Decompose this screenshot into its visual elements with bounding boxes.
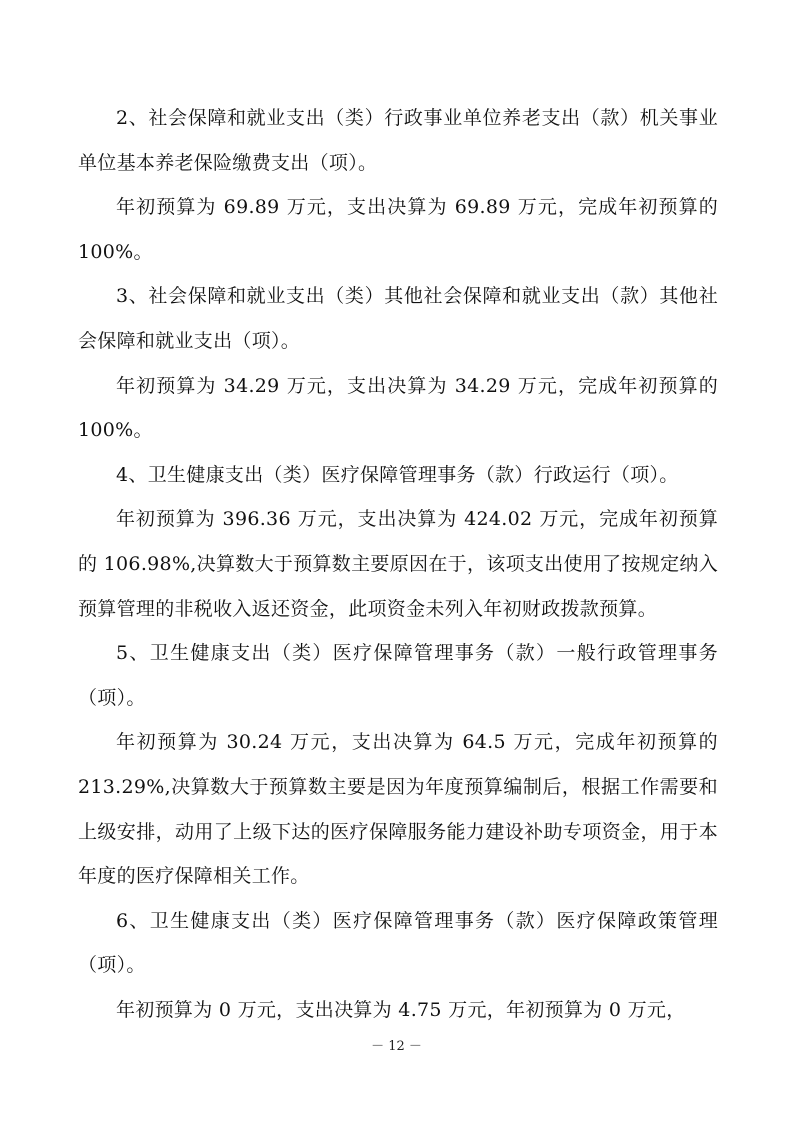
- paragraph-item-5-detail: 年初预算为 30.24 万元，支出决算为 64.5 万元，完成年初预算的 213.29%,决算数大于预算数主要是因为年度预算编制后，根据工作需要和上级安排，动用了上级下达的医疗保障服务能力建设补助专项资金，用于本年度的医疗保障相关工作。: [78, 731, 718, 888]
- paragraph-item-3-detail: 年初预算为 34.29 万元，支出决算为 34.29 万元，完成年初预算的 100%。: [78, 374, 718, 442]
- paragraph-item-2-detail: 年初预算为 69.89 万元，支出决算为 69.89 万元，完成年初预算的 100%。: [78, 196, 718, 263]
- paragraph-item-4-detail: 年初预算为 396.36 万元，支出决算为 424.02 万元，完成年初预算的 106.98%,决算数大于预算数主要原因在于，该项支出使用了按规定纳入预算管理的非税收入返还资金，此项资金未列入年初财政拨款预算。: [78, 508, 718, 620]
- page-number: － 12 －: [371, 1039, 422, 1054]
- paragraph-item-2-heading: 2、社会保障和就业支出（类）行政事业单位养老支出（款）机关事业单位基本养老保险缴费支出（项）。: [78, 107, 718, 174]
- paragraph-item-6-detail: 年初预算为 0 万元，支出决算为 4.75 万元，年初预算为 0 万元，: [116, 998, 686, 1021]
- paragraph-item-3-heading: 3、社会保障和就业支出（类）其他社会保障和就业支出（款）其他社会保障和就业支出（项）。: [78, 285, 718, 352]
- paragraph-item-6-heading: 6、卫生健康支出（类）医疗保障管理事务（款）医疗保障政策管理（项）。: [78, 909, 718, 977]
- document-body: [78, 96, 718, 1032]
- paragraph-item-5-heading: 5、卫生健康支出（类）医疗保障管理事务（款）一般行政管理事务（项）。: [78, 642, 718, 709]
- paragraph-item-4-heading: 4、卫生健康支出（类）医疗保障管理事务（款）行政运行（项）。: [116, 463, 679, 486]
